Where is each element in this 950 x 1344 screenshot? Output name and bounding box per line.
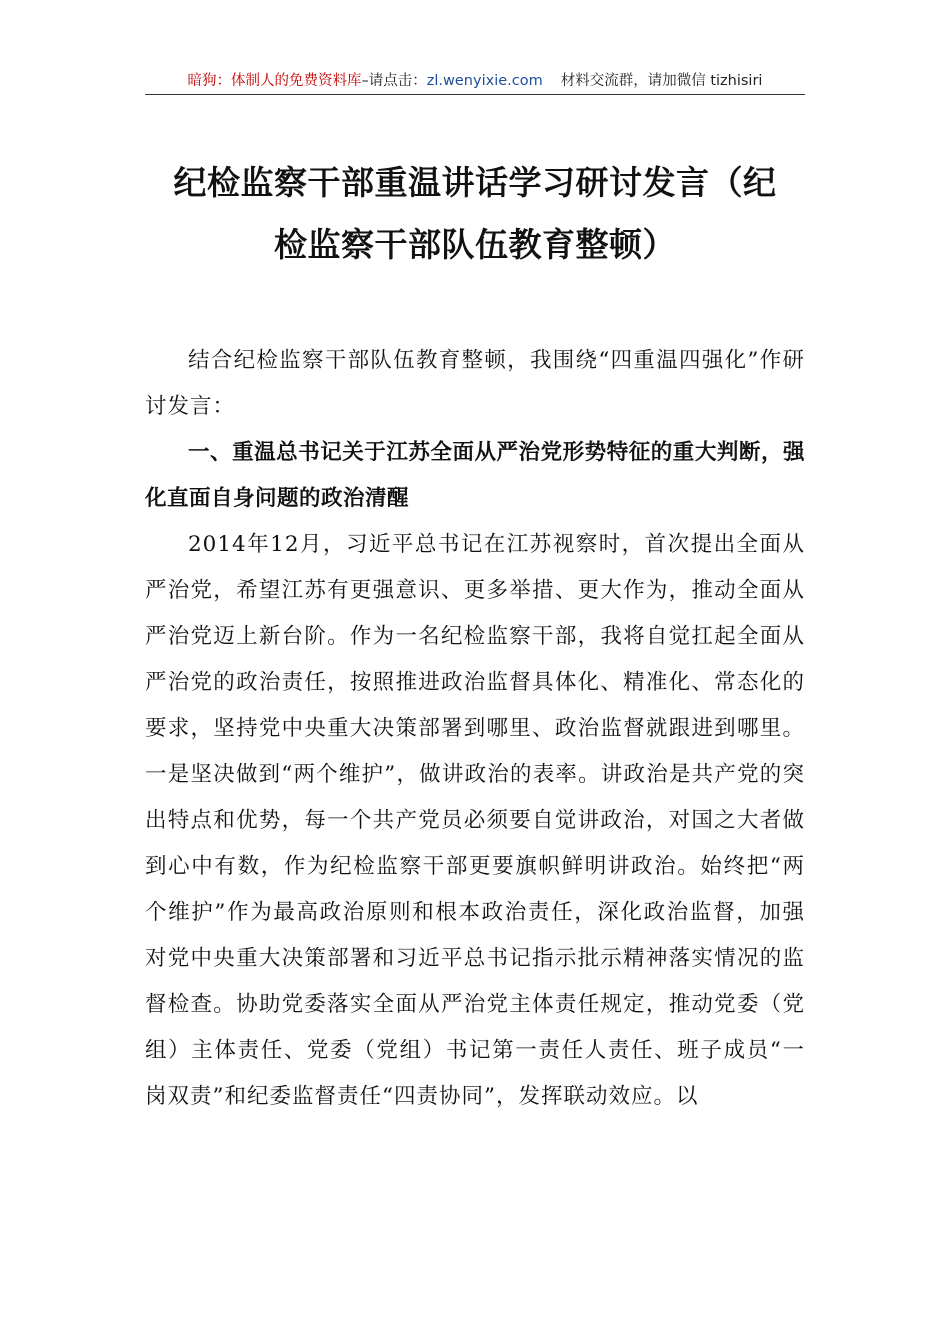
title-line-2: 检监察干部队伍教育整顿） (274, 225, 676, 264)
header-wechat-info: 材料交流群，请加微信 tizhisiri (560, 73, 763, 89)
title-line-1: 纪检监察干部重温讲话学习研讨发言（纪 (173, 163, 777, 202)
document-title (145, 152, 805, 276)
header-click-prompt: –请点击： (361, 73, 427, 89)
body-paragraph: 2014年12月，习近平总书记在江苏视察时，首次提出全面从严治党，希望江苏有更强意识、更多举措、更大作为，推动全面从严治党迈上新台阶。作为一名纪检监察干部，我将自觉扛起全面从严治党的政治责任，按照推进政治监督具体化、精准化、常态化的要求，坚持党中央重大决策部署到哪里、政治监督就跟进到哪里。一是坚决做到“两个维护”，做讲政治的表率。讲政治是共产党的突出特点和优势，每一个共产党员必须要自觉讲政治，对国之大者做到心中有数，作为纪检监察干部更要旗帜鲜明讲政治。始终把“两个维护”作为最高政治原则和根本政治责任，深化政治监督，加强对党中央重大决策部署和习近平总书记指示批示精神落实情况的监督检查。协助党委落实全面从严治党主体责任规定，推动党委（党组）主体责任、党委（党组）书记第一责任人责任、班子成员“一岗双责”和纪委监督责任“四责协同”，发挥联动效应。以 (145, 532, 805, 1109)
document-body (145, 338, 805, 1120)
header-library-name: 暗狗：体制人的免费资料库 (187, 73, 362, 89)
header-website-link[interactable]: zl.wenyixie.com (426, 73, 543, 89)
page-header (145, 70, 805, 95)
section-heading-1: 一、重温总书记关于江苏全面从严治党形势特征的重大判断，强化直面自身问题的政治清醒 (145, 440, 805, 511)
intro-paragraph: 结合纪检监察干部队伍教育整顿，我围绕“四重温四强化”作研讨发言： (145, 348, 805, 419)
